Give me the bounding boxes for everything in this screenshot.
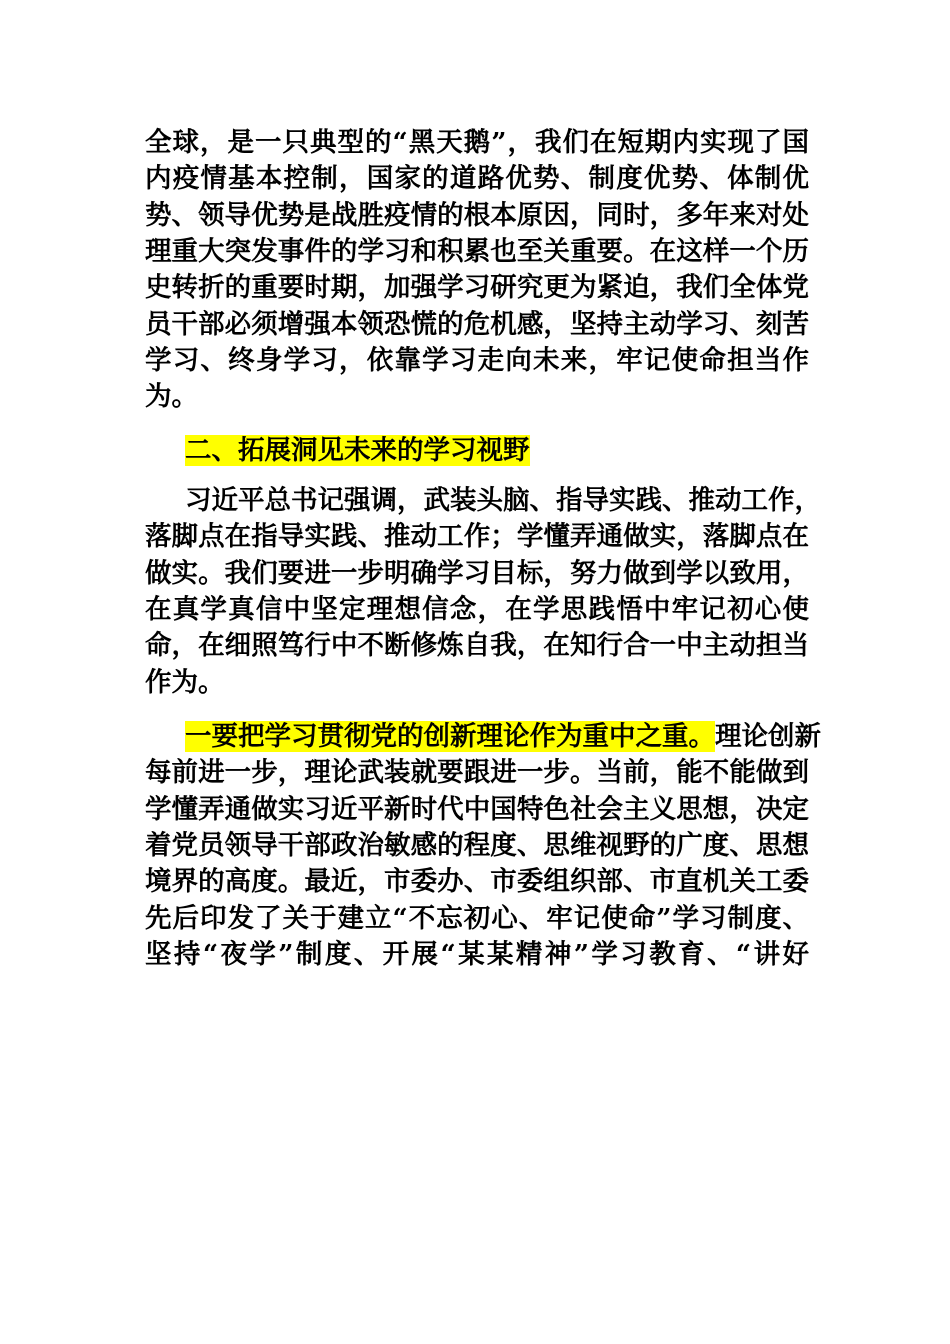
paragraph-line: 为。: [145, 381, 198, 413]
paragraph-line: 内疫情基本控制，国家的道路优势、制度优势、体制优: [145, 163, 809, 195]
paragraph-line: 命，在细照笃行中不断修炼自我，在知行合一中主动担当: [145, 630, 809, 662]
paragraph-line: 势、领导优势是战胜疫情的根本原因，同时，多年来对处: [145, 199, 809, 231]
heading-highlight: 二、拓展洞见未来的学习视野: [185, 435, 530, 466]
paragraph-text: 理论创新: [715, 721, 821, 752]
paragraph-line: 学懂弄通做实习近平新时代中国特色社会主义思想，决定: [145, 793, 809, 825]
paragraph-line: 在真学真信中坚定理想信念，在学思践悟中牢记初心使: [145, 593, 809, 625]
paragraph-line: 全球，是一只典型的“黑天鹅”，我们在短期内实现了国: [145, 127, 809, 158]
paragraph-line: 每前进一步，理论武装就要跟进一步。当前，能不能做到: [145, 757, 809, 789]
paragraph-line: 员干部必须增强本领恐慌的危机感，坚持主动学习、刻苦: [145, 308, 809, 340]
paragraph-line: 着党员领导干部政治敏感的程度、思维视野的广度、思想: [145, 829, 809, 861]
paragraph-line: 坚持“夜学”制度、开展“某某精神”学习教育、“讲好: [145, 938, 809, 970]
section-heading: [185, 431, 809, 471]
paragraph-line: 理重大突发事件的学习和积累也至关重要。在这样一个历: [145, 235, 809, 267]
paragraph-line: 学习、终身学习，依靠学习走向未来，牢记使命担当作: [145, 344, 809, 376]
paragraph-line: 境界的高度。最近，市委办、市委组织部、市直机关工委: [145, 866, 809, 898]
paragraph-line: 作为。: [145, 666, 225, 698]
paragraph-first-line: [185, 717, 821, 757]
paragraph-line: 做实。我们要进一步明确学习目标，努力做到学以致用，: [145, 557, 809, 589]
paragraph-line: 习近平总书记强调，武装头脑、指导实践、推动工作，: [185, 485, 821, 516]
paragraph-line: 落脚点在指导实践、推动工作；学懂弄通做实，落脚点在: [145, 521, 809, 553]
key-point-highlight: 一要把学习贯彻党的创新理论作为重中之重。: [185, 721, 715, 752]
paragraph-line: 先后印发了关于建立“不忘初心、牢记使命”学习制度、: [145, 902, 809, 934]
paragraph-line: 史转折的重要时期，加强学习研究更为紧迫，我们全体党: [145, 272, 809, 304]
